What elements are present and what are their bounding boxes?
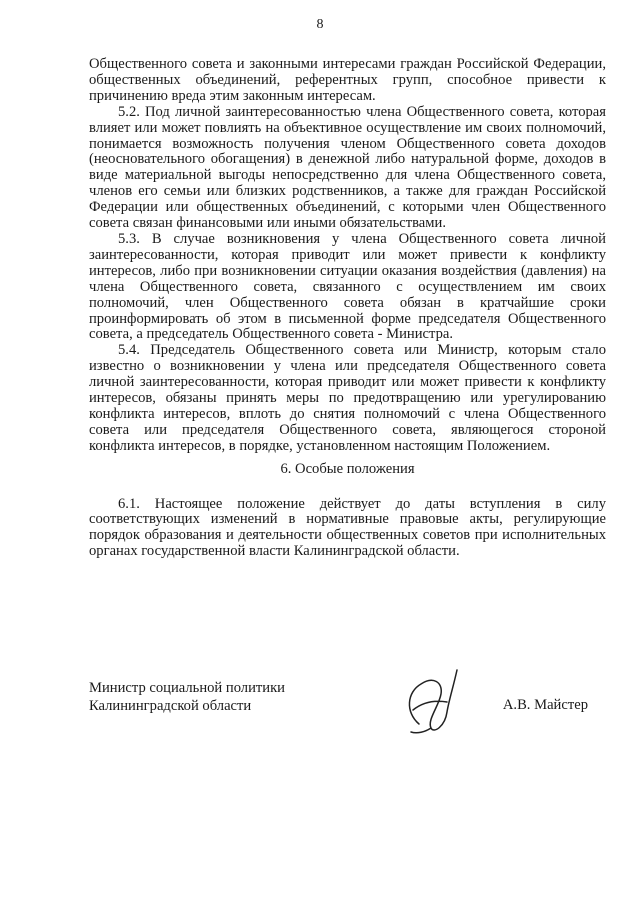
signer-title-line-2: Калининградской области [89,697,252,714]
handwritten-signature [401,666,461,738]
page-number: 8 [316,17,324,32]
section-6-heading: 6. Особые положения [280,460,415,477]
paragraph-5-2: 5.2. Под личной заинтересованностью члена Общественного совета, которая влияет или может повлиять на объективное осуществление им своих полномочий, понимается возможность получения членом Общественного совета доходов (неосновательного обогащения) в денежной либо натуральной форме, доходов в виде материальной выгоды непосредственно для члена Общественного совета, членов его семьи или близких родственников, а также для граждан Российской Федерации или общественных объединений, с которыми член Общественного совета связан финансовыми или иными обязательствами. [89,103,606,232]
paragraph-5-4: 5.4. Председатель Общественного совета или Министр, которым стало известно о возникновении у члена или председателя Общественного совета личной заинтересованности, которая приводит или может привести к конфликту интересов, обязаны принять меры по предотвращению или урегулированию конфликта интересов, вплоть до снятия полномочий с члена Общественного совета или председателя Общественного совета, являющегося стороной конфликта интересов, в порядке, установленном настоящим Положением. [89,342,606,454]
paragraph-5-3: 5.3. В случае возникновения у члена Общественного совета личной заинтересованности, которая приводит или может привести к конфликту интересов, либо при возникновении ситуации оказания воздействия (давления) на члена Общественного совета, связанного с осуществлением им своих полномочий, член Общественного совета обязан в кратчайшие сроки проинформировать об этом в письменной форме председателя Общественного совета, а председатель Общественного совета - Министра. [89,230,606,343]
signer-title [89,680,285,715]
signer-title-line-1: Министр социальной политики [89,680,285,696]
signature-block [89,680,606,740]
paragraph-6-1: 6.1. Настоящее положение действует до даты вступления в силу соответствующих изменений в нормативные правовые акты, регулирующие порядок образования и деятельности общественных советов при исполнительных органах государственной власти Калининградской области. [89,495,606,560]
signer-name: А.В. Майстер [502,697,588,713]
paragraph-continuation: Общественного совета и законными интересами граждан Российской Федерации, общественных объединений, референтных групп, способное привести к причинению вреда этим законным интересам. [89,56,606,104]
document-body [89,57,606,560]
